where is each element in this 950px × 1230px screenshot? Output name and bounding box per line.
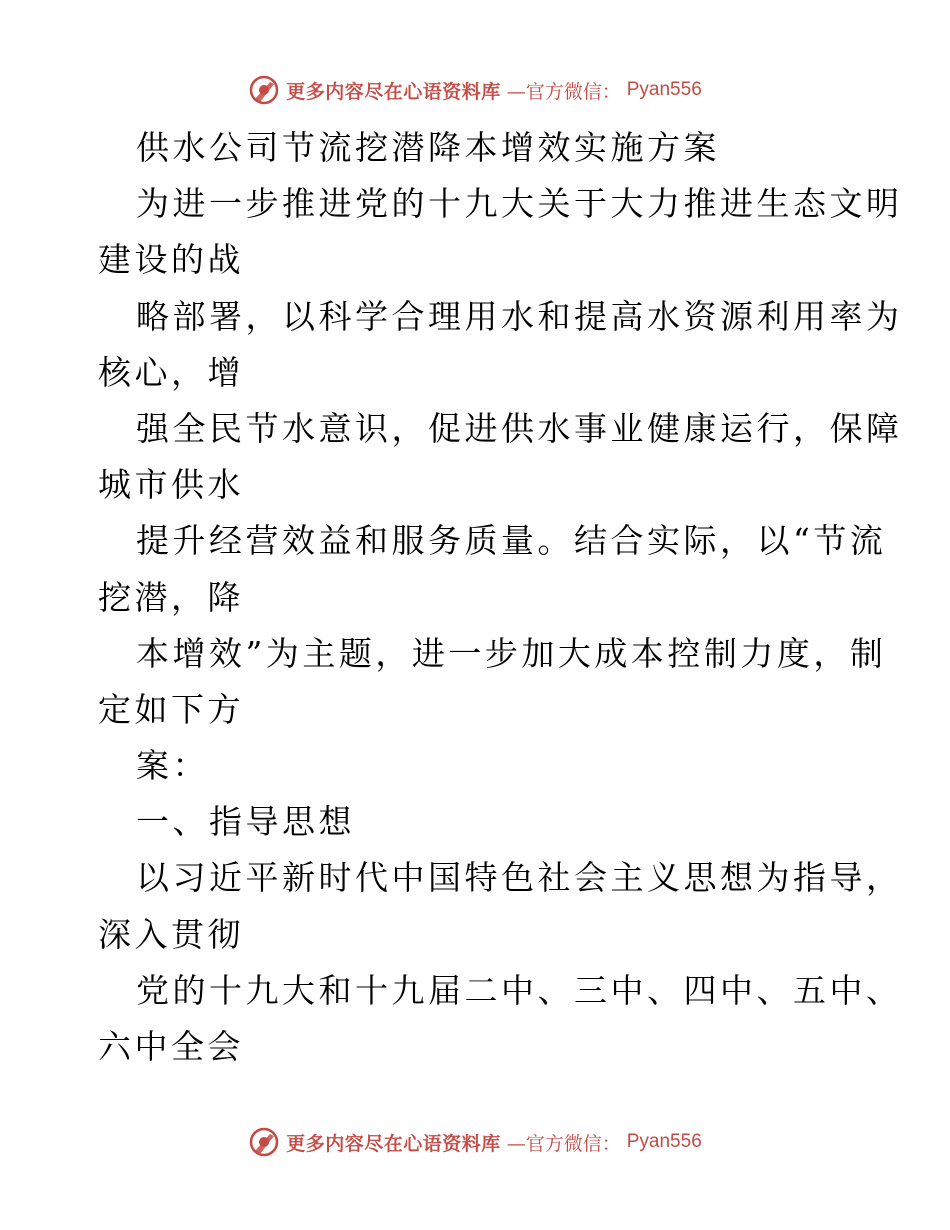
header-watermark	[0, 72, 950, 108]
text-line: 建设的战	[98, 240, 244, 280]
text-line: 本增效”为主题，进一步加大成本控制力度，制	[136, 633, 887, 673]
text-line: 定如下方	[98, 689, 244, 729]
document-title: 供水公司节流挖潜降本增效实施方案	[136, 128, 720, 167]
footer-watermark	[0, 1124, 950, 1160]
text-line: 党的十九大和十九届二中、三中、四中、五中、	[136, 970, 903, 1010]
document-body	[98, 120, 903, 1075]
text-line: 深入贯彻	[98, 914, 244, 954]
watermark-logo-icon	[248, 1126, 280, 1158]
text-line: 为进一步推进党的十九大关于大力推进生态文明	[136, 184, 903, 224]
text-line: 案：	[136, 746, 209, 786]
text-line: 城市供水	[98, 465, 244, 505]
text-line: 以习近平新时代中国特色社会主义思想为指导，	[136, 858, 903, 898]
text-line: 提升经营效益和服务质量。结合实际，以“节流	[136, 521, 887, 561]
watermark-text: 更多内容尽在心语资料库	[286, 80, 501, 103]
text-line: 六中全会	[98, 1027, 244, 1066]
text-line: 核心，增	[98, 352, 244, 392]
watermark-logo-icon	[248, 74, 280, 106]
watermark-separator: —官方微信：	[506, 1132, 621, 1155]
watermark-text: 更多内容尽在心语资料库	[286, 1132, 501, 1155]
watermark-separator: —官方微信：	[506, 80, 621, 103]
watermark-handle: Pyan556	[626, 1131, 702, 1152]
watermark-handle: Pyan556	[626, 79, 702, 100]
section-heading: 一、指导思想	[136, 802, 355, 842]
text-line: 挖潜，降	[98, 577, 244, 617]
text-line: 略部署，以科学合理用水和提高水资源利用率为	[136, 296, 903, 336]
text-line: 强全民节水意识，促进供水事业健康运行，保障	[136, 408, 903, 448]
